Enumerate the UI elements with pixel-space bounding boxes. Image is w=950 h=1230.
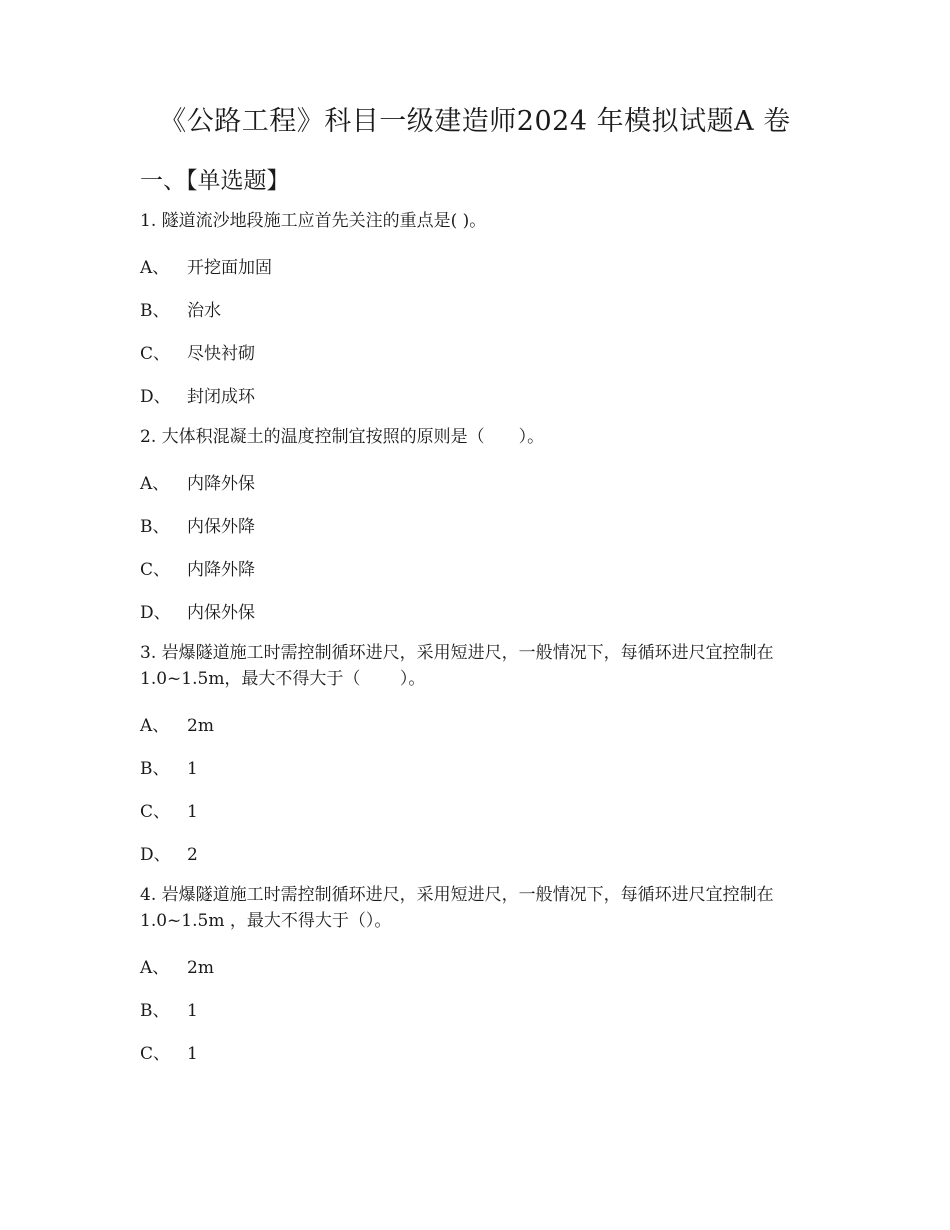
option-text: 1	[187, 759, 198, 779]
option-text: 内保外保	[187, 603, 255, 623]
option-text: 1	[187, 1044, 198, 1064]
question-2	[140, 410, 810, 626]
option-c	[140, 1024, 810, 1067]
question-list	[140, 194, 810, 1067]
question-1	[140, 194, 810, 410]
question-3	[140, 626, 810, 868]
question-stem: 3. 岩爆隧道施工时需控制循环进尺，采用短进尺，一般情况下，每循环进尺宜控制在1.0~1.5m，最大不得大于（ ）。	[140, 643, 774, 689]
option-letter: A、	[140, 258, 170, 278]
option-d	[140, 825, 810, 868]
option-d	[140, 583, 810, 626]
option-text: 2m	[187, 716, 214, 736]
option-text: 2	[187, 845, 198, 865]
option-letter: A、	[140, 958, 170, 978]
option-b	[140, 281, 810, 324]
option-b	[140, 497, 810, 540]
option-a	[140, 454, 810, 497]
option-text: 1	[187, 1001, 198, 1021]
option-a	[140, 238, 810, 281]
option-letter: A、	[140, 716, 170, 736]
option-text: 内保外降	[187, 517, 255, 537]
option-letter: C、	[140, 560, 171, 580]
option-text: 1	[187, 802, 198, 822]
option-letter: B、	[140, 301, 170, 321]
document-title: 《公路工程》科目一级建造师2024 年模拟试题A 卷	[159, 106, 791, 137]
option-letter: A、	[140, 474, 170, 494]
option-letter: D、	[140, 845, 171, 865]
option-c	[140, 324, 810, 367]
option-text: 2m	[187, 958, 214, 978]
option-text: 内降外保	[187, 474, 255, 494]
option-text: 开挖面加固	[187, 258, 272, 278]
option-b	[140, 981, 810, 1024]
option-letter: B、	[140, 759, 170, 779]
option-letter: C、	[140, 344, 171, 364]
option-letter: C、	[140, 1044, 171, 1064]
option-text: 封闭成环	[187, 387, 255, 407]
option-text: 治水	[187, 301, 221, 321]
option-letter: D、	[140, 387, 171, 407]
option-a	[140, 696, 810, 739]
question-stem: 1. 隧道流沙地段施工应首先关注的重点是( )。	[140, 211, 487, 231]
option-c	[140, 540, 810, 583]
option-b	[140, 739, 810, 782]
option-letter: C、	[140, 802, 171, 822]
option-letter: B、	[140, 1001, 170, 1021]
option-a	[140, 938, 810, 981]
option-letter: B、	[140, 517, 170, 537]
section-heading: 一、【单选题】	[140, 168, 290, 194]
option-text: 内降外降	[187, 560, 255, 580]
option-letter: D、	[140, 603, 171, 623]
question-4	[140, 868, 810, 1067]
option-text: 尽快衬砌	[187, 344, 255, 364]
option-c	[140, 782, 810, 825]
question-stem: 4. 岩爆隧道施工时需控制循环进尺，采用短进尺，一般情况下，每循环进尺宜控制在1.0~1.5m ，最大不得大于（）。	[140, 885, 774, 931]
option-d	[140, 367, 810, 410]
question-stem: 2. 大体积混凝土的温度控制宜按照的原则是（ ）。	[140, 427, 545, 447]
